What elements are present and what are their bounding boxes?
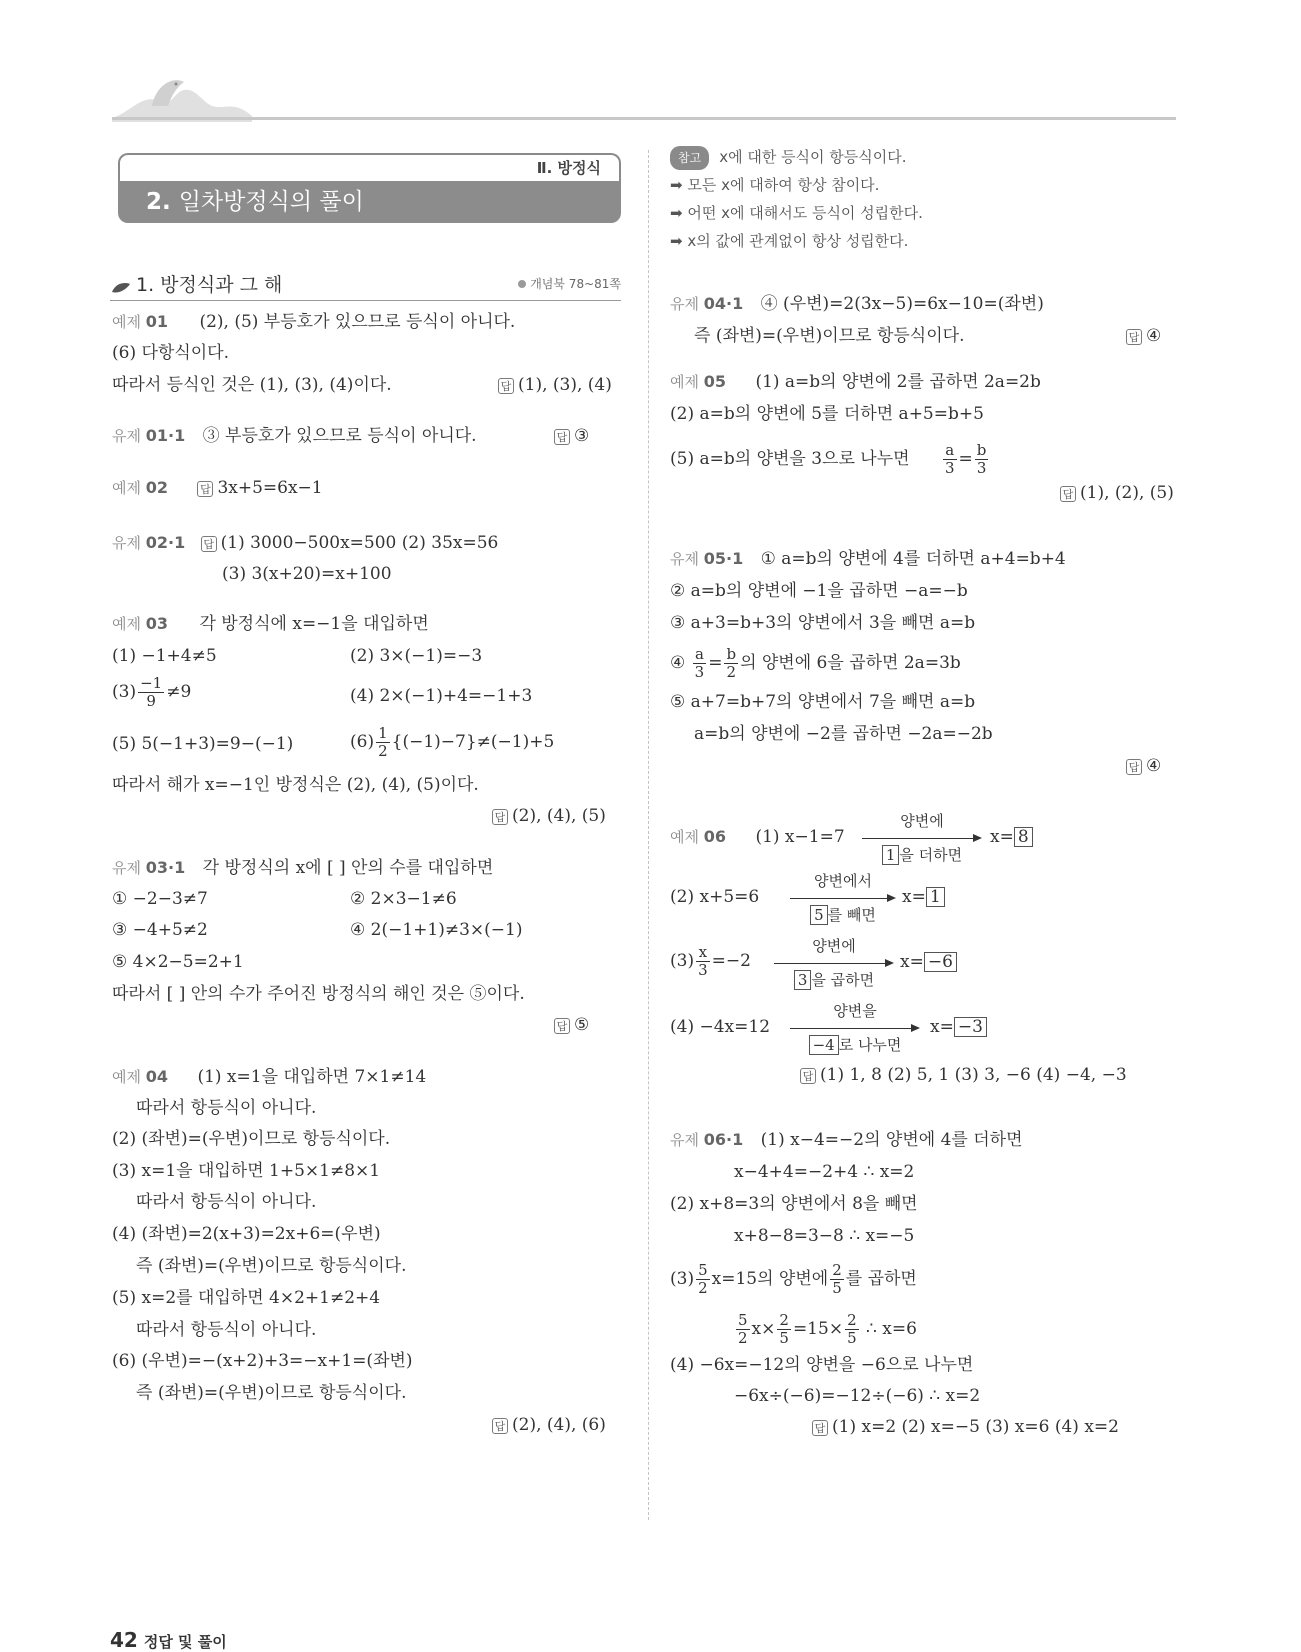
fraction: $\frac{-1}{9}$ <box>140 674 163 710</box>
ex04-line7: 즉 (좌변)=(우변)이므로 항등식이다. <box>136 1256 407 1276</box>
ex06-result3: x= −6 <box>900 951 957 973</box>
concept-book-ref <box>518 275 621 292</box>
fraction: $\frac{2}{5}$ <box>832 1261 842 1297</box>
problem-label: 유제 01·1 <box>112 426 186 445</box>
answer-icon: 답 <box>812 1420 828 1436</box>
yu051-line2: ② a=b의 양변에 −1을 곱하면 −a=−b <box>670 581 968 601</box>
chapter-number: 2. <box>146 189 171 215</box>
answer-icon: 답 <box>498 378 514 394</box>
column-divider <box>648 150 649 1520</box>
note-line4: ➡ x의 값에 관계없이 항상 성립한다. <box>670 232 909 250</box>
blank-box: 1 <box>926 887 945 907</box>
footer-title: 정답 및 풀이 <box>143 1633 227 1651</box>
header-wave-decoration <box>112 72 252 122</box>
page-number: 42 <box>110 1628 138 1652</box>
yu041-answer: 답 ④ <box>1126 325 1161 347</box>
header-rule <box>112 117 1176 120</box>
answer-icon: 답 <box>1126 759 1142 775</box>
yu031-item1: ① −2−3≠7 <box>112 889 208 909</box>
yu051-line5: ⑤ a+7=b+7의 양변에서 7을 빼면 a=b <box>670 692 976 712</box>
yu031-conclusion: 따라서 [ ] 안의 수가 주어진 방정식의 해인 것은 ⑤이다. <box>112 984 525 1004</box>
answer-icon: 답 <box>492 1418 508 1434</box>
ex05-line1: 예제 05 (1) a=b의 양변에 2를 곱하면 2a=2b <box>670 372 1041 392</box>
yu041-line1: 유제 04·1 ④ (우변)=2(3x−5)=6x−10=(좌변) <box>670 294 1044 314</box>
ex04-answer: 답 (2), (4), (6) <box>492 1414 606 1436</box>
leaf-icon <box>110 280 132 294</box>
ex03-item3: (3) $\frac{-1}{9}$ ≠9 <box>112 674 192 710</box>
chapter-title-bar <box>118 181 621 223</box>
chapter-header <box>118 153 621 223</box>
answer-icon: 답 <box>492 809 508 825</box>
yu011-line1: 유제 01·1 ③ 부등호가 있으므로 등식이 아니다. <box>112 426 477 446</box>
yu021-line2: (3) 3(x+20)=x+100 <box>222 564 392 584</box>
ex04-line1: 예제 04 (1) x=1을 대입하면 7×1≠14 <box>112 1067 427 1087</box>
note-line2: ➡ 모든 x에 대하여 항상 참이다. <box>670 176 880 194</box>
fraction: $\frac{1}{2}$ <box>378 724 388 760</box>
ex04-line2: 따라서 항등식이 아니다. <box>136 1098 317 1118</box>
ex04-line9: 따라서 항등식이 아니다. <box>136 1320 317 1340</box>
ex06-result4: x= −3 <box>930 1016 987 1038</box>
ex03-item6: (6) $\frac{1}{2}$ {(−1)−7}≠(−1)+5 <box>350 724 555 760</box>
yu031-item5: ⑤ 4×2−5=2+1 <box>112 952 244 972</box>
answer-icon: 답 <box>800 1068 816 1084</box>
answer-icon: 답 <box>197 481 213 497</box>
ex04-line10: (6) (우변)=−(x+2)+3=−x+1=(좌변) <box>112 1351 413 1371</box>
ex06-answer: 답 (1) 1, 8 (2) 5, 1 (3) 3, −6 (4) −4, −3 <box>800 1064 1127 1086</box>
yu061-line8: −6x÷(−6)=−12÷(−6) ∴ x=2 <box>734 1386 981 1406</box>
ex04-line3: (2) (좌변)=(우변)이므로 항등식이다. <box>112 1129 391 1149</box>
note-line3: ➡ 어떤 x에 대해서도 등식이 성립한다. <box>670 204 923 222</box>
ex06-line1: 예제 06 (1) x−1=7 <box>670 827 845 847</box>
ex04-line5: 따라서 항등식이 아니다. <box>136 1192 317 1212</box>
ex06-line4: (4) −4x=12 <box>670 1017 771 1037</box>
yu051-answer: 답 ④ <box>1126 755 1161 777</box>
ex01-line3: 따라서 등식인 것은 (1), (3), (4)이다. <box>112 375 392 395</box>
yu061-line4: x+8−8=3−8 ∴ x=−5 <box>734 1226 915 1246</box>
bullet-icon <box>518 280 526 288</box>
yu061-line5: (3) $\frac{5}{2}$ x=15의 양변에 $\frac{2}{5}$ 를 곱하면 <box>670 1261 917 1297</box>
ex01-line1 <box>112 311 515 333</box>
fraction: $\frac{x}{3}$ <box>698 943 708 979</box>
chapter-title: 일차방정식의 풀이 <box>178 189 364 215</box>
problem-label: 예제 04 <box>112 1067 169 1086</box>
problem-label: 유제 05·1 <box>670 549 744 568</box>
ex03-item5: (5) 5(−1+3)=9−(−1) <box>112 734 294 754</box>
problem-label: 유제 06·1 <box>670 1130 744 1149</box>
ex06-result1: x= 8 <box>990 826 1033 848</box>
yu061-line1: 유제 06·1 (1) x−4=−2의 양변에 4를 더하면 <box>670 1130 1023 1150</box>
problem-label: 유제 03·1 <box>112 858 186 877</box>
problem-label: 예제 05 <box>670 372 727 391</box>
problem-label: 예제 02 <box>112 478 169 497</box>
ex05-line3: (5) a=b의 양변을 3으로 나누면 $\frac{a}{3}$ = $\frac{b}{3}$ <box>670 441 987 477</box>
fraction: $\frac{a}{3}$ <box>944 441 955 477</box>
problem-label: 예제 03 <box>112 614 169 633</box>
yu021-line1: 유제 02·1 답 (1) 3000−500x=500 (2) 35x=56 <box>112 533 499 553</box>
fraction: $\frac{5}{2}$ <box>738 1311 748 1347</box>
ex03-item2: (2) 3×(−1)=−3 <box>350 646 483 666</box>
yu011-answer: 답 ③ <box>554 425 589 447</box>
yu061-line7: (4) −6x=−12의 양변을 −6으로 나누면 <box>670 1355 974 1375</box>
answer-icon: 답 <box>201 536 217 552</box>
yu041-line2: 즉 (좌변)=(우변)이므로 항등식이다. <box>694 326 965 346</box>
fraction: $\frac{b}{3}$ <box>976 441 987 477</box>
yu031-line1: 유제 03·1 각 방정식의 x에 [ ] 안의 수를 대입하면 <box>112 858 494 878</box>
concept-book-ref-text: 개념북 78~81쪽 <box>530 277 621 291</box>
ex03-item1: (1) −1+4≠5 <box>112 646 217 666</box>
yu051-line6: a=b의 양변에 −2를 곱하면 −2a=−2b <box>694 724 993 744</box>
ex06-line2: (2) x+5=6 <box>670 887 760 907</box>
answer-icon: 답 <box>554 429 570 445</box>
ex01-answer: 답 (1), (3), (4) <box>498 374 612 396</box>
yu051-line1: 유제 05·1 ① a=b의 양변에 4를 더하면 a+4=b+4 <box>670 549 1066 569</box>
yu051-line3: ③ a+3=b+3의 양변에서 3을 빼면 a=b <box>670 613 976 633</box>
note-tag: 참고 <box>670 146 709 170</box>
note-line1: 참고 x에 대한 등식이 항등식이다. <box>670 146 907 170</box>
fraction: $\frac{2}{5}$ <box>847 1311 857 1347</box>
ex03-conclusion: 따라서 해가 x=−1인 방정식은 (2), (4), (5)이다. <box>112 775 479 795</box>
blank-box: 3 <box>794 970 812 990</box>
answer-icon: 답 <box>554 1018 570 1034</box>
ex05-answer: 답 (1), (2), (5) <box>1060 482 1174 504</box>
ex03-line1: 예제 03 각 방정식에 x=−1을 대입하면 <box>112 614 429 634</box>
ex01-line2: (6) 다항식이다. <box>112 343 229 363</box>
ex04-line11: 즉 (좌변)=(우변)이므로 항등식이다. <box>136 1383 407 1403</box>
blank-box: 5 <box>810 905 828 925</box>
ex04-line6: (4) (좌변)=2(x+3)=2x+6=(우변) <box>112 1224 381 1244</box>
ex03-answer: 답 (2), (4), (5) <box>492 805 606 827</box>
blank-box: −4 <box>809 1035 839 1055</box>
fraction: $\frac{5}{2}$ <box>698 1261 708 1297</box>
fraction: $\frac{a}{3}$ <box>694 645 705 681</box>
blank-box: 1 <box>882 845 900 865</box>
ex04-line8: (5) x=2를 대입하면 4×2+1≠2+4 <box>112 1288 381 1308</box>
text-line: (2), (5) 부등호가 있으므로 등식이 아니다. <box>199 312 516 332</box>
fraction: $\frac{b}{2}$ <box>726 645 737 681</box>
ex03-item4: (4) 2×(−1)+4=−1+3 <box>350 686 533 706</box>
blank-box: −3 <box>954 1017 987 1037</box>
yu031-item2: ② 2×3−1≠6 <box>350 889 457 909</box>
answer-icon: 답 <box>1126 329 1142 345</box>
yu031-answer: 답 ⑤ <box>554 1014 589 1036</box>
yu061-line3: (2) x+8=3의 양변에서 8을 빼면 <box>670 1194 918 1214</box>
problem-label: 유제 04·1 <box>670 294 744 313</box>
yu061-line6: $\frac{5}{2}$ x× $\frac{2}{5}$ =15× $\frac{2}{5}$ ∴ x=6 <box>738 1311 917 1347</box>
ex06-line3: (3) $\frac{x}{3}$ =−2 <box>670 943 751 979</box>
unit-label: Ⅱ. 방정식 <box>118 153 621 181</box>
ex06-result2: x= 1 <box>902 886 945 908</box>
yu031-item4: ④ 2(−1+1)≠3×(−1) <box>350 920 523 940</box>
ex05-line2: (2) a=b의 양변에 5를 더하면 a+5=b+5 <box>670 404 984 424</box>
problem-label: 예제 01 <box>112 312 169 331</box>
ex04-line4: (3) x=1을 대입하면 1+5×1≠8×1 <box>112 1161 381 1181</box>
page-footer <box>110 1628 227 1652</box>
answer-icon: 답 <box>1060 486 1076 502</box>
yu051-line4: ④ $\frac{a}{3}$ = $\frac{b}{2}$ 의 양변에 6을 곱하면 2a=3b <box>670 645 961 681</box>
yu061-answer: 답 (1) x=2 (2) x=−5 (3) x=6 (4) x=2 <box>812 1416 1119 1438</box>
blank-box: −6 <box>924 952 957 972</box>
yu061-line2: x−4+4=−2+4 ∴ x=2 <box>734 1162 915 1182</box>
yu031-item3: ③ −4+5≠2 <box>112 920 208 940</box>
problem-label: 예제 06 <box>670 827 727 846</box>
fraction: $\frac{2}{5}$ <box>779 1311 789 1347</box>
section-header <box>110 268 621 301</box>
ex02-line: 예제 02 답 3x+5=6x−1 <box>112 478 323 498</box>
section-title: 1. 방정식과 그 해 <box>136 274 283 296</box>
problem-label: 유제 02·1 <box>112 533 186 552</box>
blank-box: 8 <box>1014 827 1033 847</box>
